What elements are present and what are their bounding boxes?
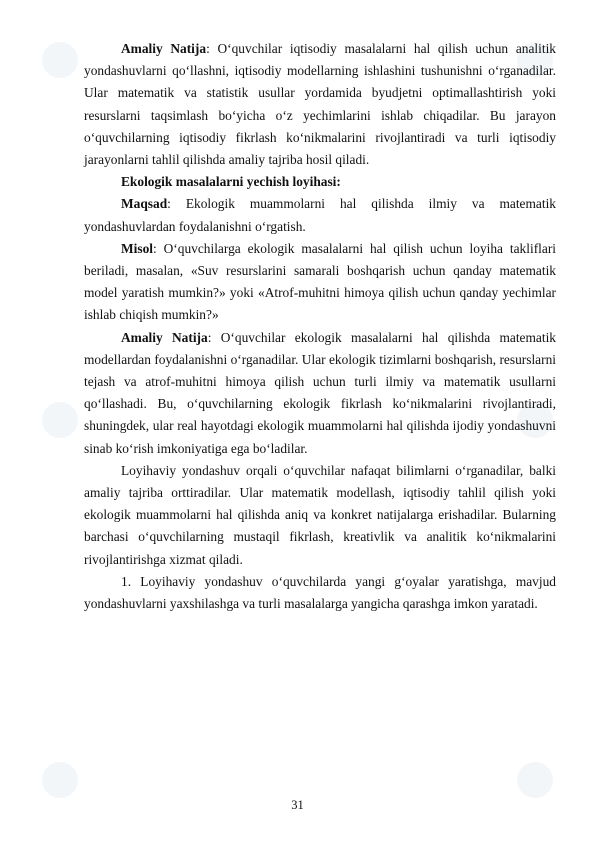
paragraph-lead: Amaliy Natija <box>121 329 208 345</box>
paragraph-text: : O‘quvchilar iqtisodiy masalalarni hal qilish uchun analitik yondashuvlarni qo‘llashni, iqtisodiy modellarning ishlashini tushunishni o‘rganadilar. Ular matematik va statistik usullar yordamida byudjetni optimallashtirish yoki resurslarni taqsimlash bo‘yicha o‘z yechimlarini ishlab chiqadilar. Bu jarayon o‘quvchilarning iqtisodiy fikrlash ko‘nikmalarini rivojlantiradi va turli iqtisodiy jarayonlarni tahlil qilishda amaliy tajriba hosil qiladi. <box>84 41 556 168</box>
paragraph-example <box>84 238 556 327</box>
section-heading <box>84 171 556 193</box>
paragraph-goal <box>84 193 556 237</box>
paragraph-lead: Amaliy Natija <box>121 41 207 56</box>
heading-text: Ekologik masalalarni yechish loyihasi: <box>121 174 341 190</box>
paragraph-economic-result <box>84 38 556 171</box>
paragraph-text: 1. Loyihaviy yondashuv o‘quvchilarda yangi g‘oyalar yaratishga, mavjud yondashuvlarni yaxshilashga va turli masalalarga yangicha qarashga imkon yaratadi. <box>84 573 556 612</box>
paragraph-ecological-result <box>84 327 556 460</box>
paragraph-project-approach <box>84 460 556 571</box>
paragraph-text: : O‘quvchilar ekologik masalalarni hal qilishda matematik modellardan foydalanishni o‘rganadilar. Ular ekologik tizimlarni boshqarish, resurslarni tejash va atrof-muhitni himoya qilish uchun turli ilmiy va matematik usullarni qo‘llashadi. Bu, o‘quvchilarning ekologik fikrlash ko‘nikmalarini rivojlantiradi, shuningdek, ular real hayotdagi ekologik muammolarni hal qilishda ijodiy yondashuvni sinab ko‘rish imkoniyatiga ega bo‘ladilar. <box>84 329 556 456</box>
paragraph-text: : Ekologik muammolarni hal qilishda ilmiy va matematik yondashuvlardan foydalanishni o‘rgatish. <box>84 196 556 234</box>
page-number: 31 <box>291 798 304 812</box>
paragraph-numbered-item <box>84 571 556 615</box>
paragraph-text: : O‘quvchilarga ekologik masalalarni hal qilish uchun loyiha takliflari beriladi, masalan, «Suv resurslarini samarali boshqarish uchun qanday matematik model yaratish mumkin?» yoki «Atrof-muhitni himoya qilish uchun qanday yechimlar ishlab chiqish mumkin?» <box>84 240 556 323</box>
paragraph-text: Loyihaviy yondashuv orqali o‘quvchilar nafaqat bilimlarni o‘rganadilar, balki amaliy tajriba orttiradilar. Ular matematik modellash, iqtisodiy tahlil qilish yoki ekologik muammolarni hal qilishda aniq va konkret natijalarga erishadilar. Bularning barchasi o‘quvchilarning mustaqil fikrlash, kreativlik va analitik ko‘nikmalarini rivojlantirishga xizmat qiladi. <box>84 462 556 567</box>
paragraph-lead: Maqsad <box>121 196 168 212</box>
document-body <box>84 38 556 615</box>
paragraph-lead: Misol <box>121 240 153 256</box>
